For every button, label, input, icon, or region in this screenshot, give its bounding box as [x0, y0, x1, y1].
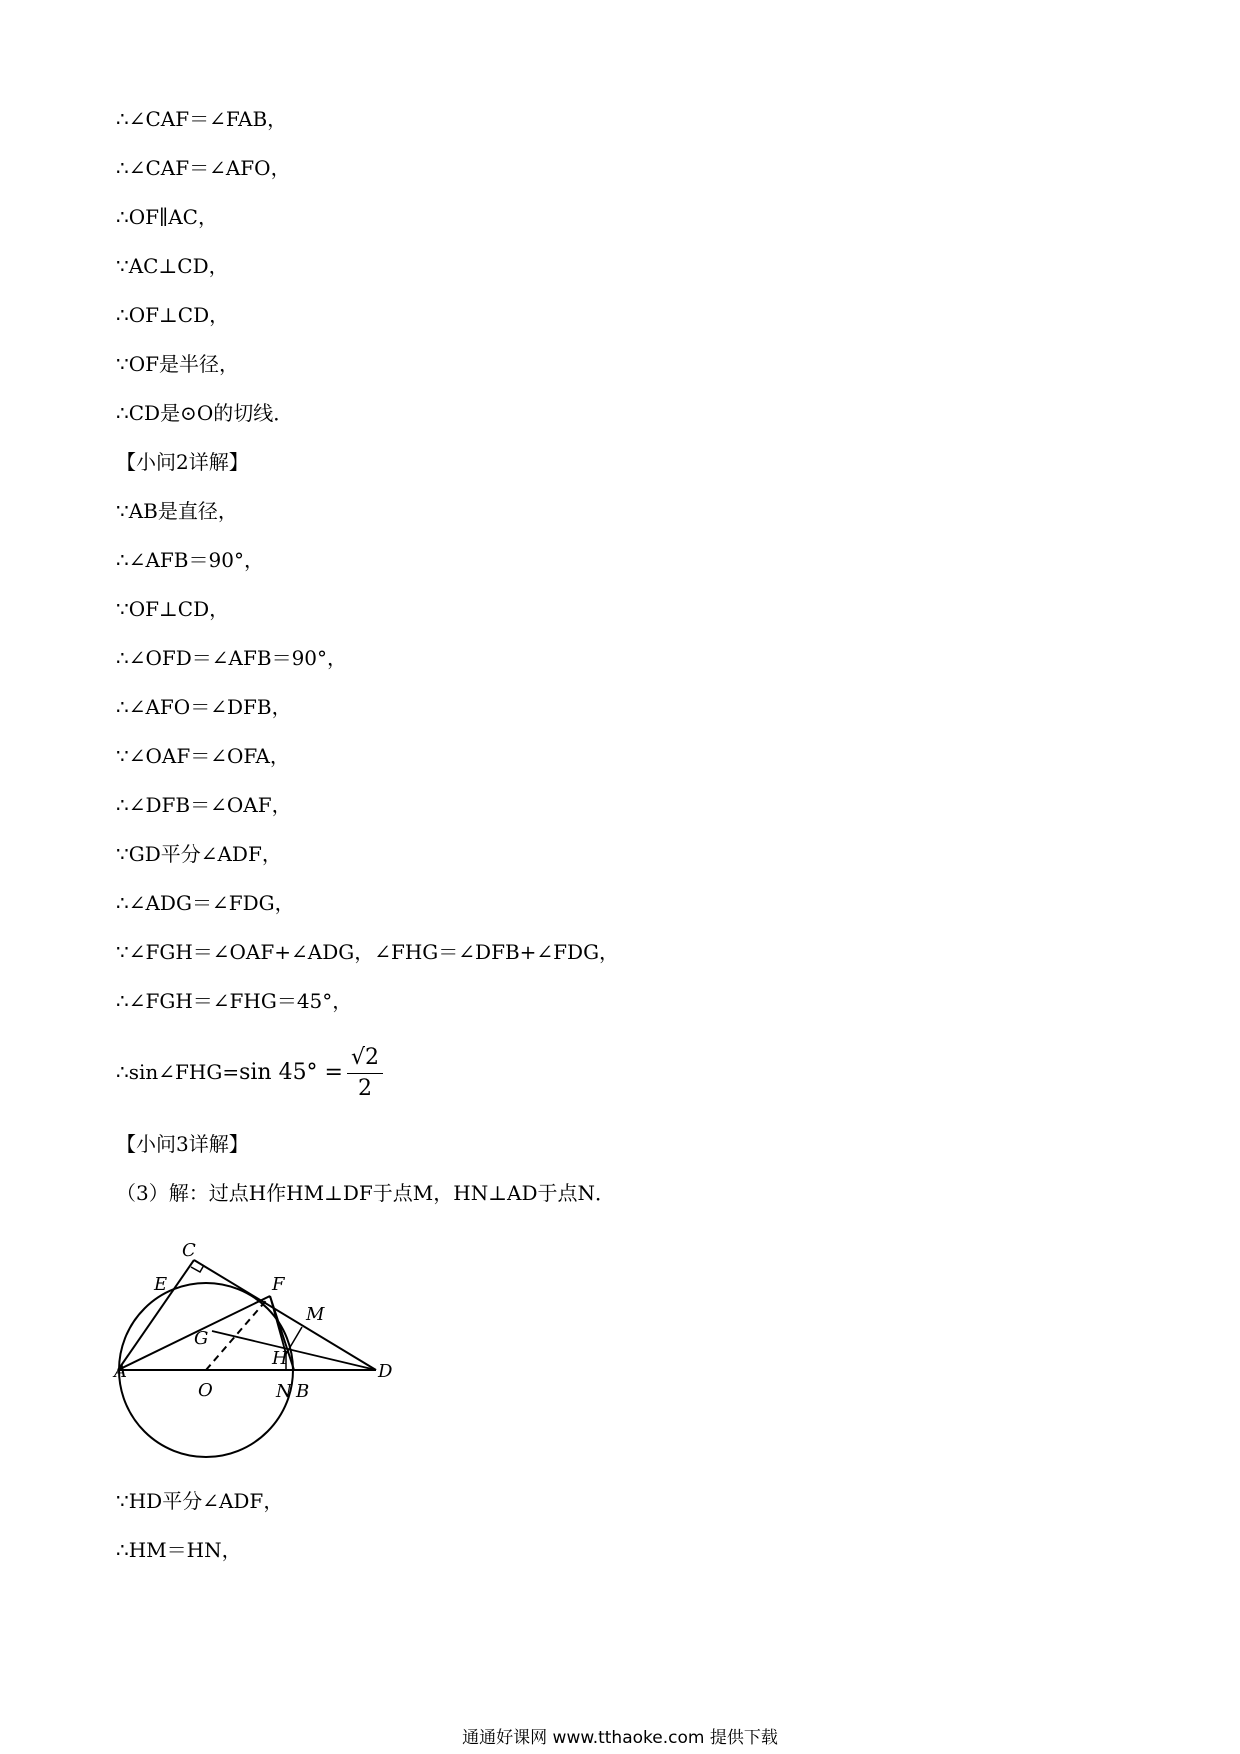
label-o: O: [198, 1380, 213, 1401]
proof-line-16: ∵GD平分∠ADF，: [116, 842, 282, 866]
label-m: M: [306, 1304, 325, 1325]
proof-line-19: ∴∠FGH＝∠FHG＝45°，: [116, 989, 353, 1013]
section-heading-2: 【小问2详解】: [116, 450, 249, 474]
proof-line-6: ∵OF是半径，: [116, 352, 239, 376]
proof-line-1: ∴∠CAF＝∠FAB，: [116, 107, 288, 131]
label-b: B: [296, 1381, 310, 1402]
proof-line-hm: ∴HM＝HN，: [116, 1538, 242, 1562]
page-footer: 通通好课网 www.tthaoke.com 提供下载: [462, 1728, 778, 1748]
fraction-denominator: 2: [358, 1076, 372, 1101]
label-d: D: [378, 1361, 393, 1382]
proof-line-17: ∴∠ADG＝∠FDG，: [116, 891, 295, 915]
proof-line-13: ∴∠AFO＝∠DFB，: [116, 695, 292, 719]
proof-line-4: ∵AC⊥CD，: [116, 254, 229, 278]
right-angle-mark: [191, 1265, 204, 1272]
solution-intro-line: （3）解：过点H作HM⊥DF于点M，HN⊥AD于点N．: [116, 1181, 616, 1205]
proof-line-12: ∴∠OFD＝∠AFB＝90°，: [116, 646, 348, 670]
proof-line-10: ∴∠AFB＝90°，: [116, 548, 264, 572]
proof-line-14: ∵∠OAF＝∠OFA，: [116, 744, 290, 768]
proof-line-18: ∵∠FGH＝∠OAF+∠ADG，∠FHG＝∠DFB+∠FDG，: [116, 940, 620, 964]
fraction-numerator: √2: [347, 1043, 383, 1074]
proof-line-9: ∵AB是直径，: [116, 499, 238, 523]
sin-line: [116, 1040, 383, 1105]
label-h: H: [272, 1348, 288, 1369]
segment-gd: [212, 1331, 376, 1370]
label-e: E: [154, 1274, 168, 1295]
section-heading-3: 【小问3详解】: [116, 1132, 249, 1156]
proof-line-5: ∴OF⊥CD，: [116, 303, 230, 327]
sin-expr: sin 45° =: [239, 1060, 343, 1085]
geometry-figure: [116, 1234, 406, 1464]
sqrt2-over-2-fraction: [347, 1043, 383, 1104]
proof-line-7: ∴CD是⊙O的切线．: [116, 401, 294, 425]
proof-line-hd: ∵HD平分∠ADF，: [116, 1489, 284, 1513]
proof-line-2: ∴∠CAF＝∠AFO，: [116, 156, 291, 180]
label-n: N: [276, 1381, 292, 1402]
label-c: C: [182, 1240, 196, 1261]
proof-line-11: ∵OF⊥CD，: [116, 597, 230, 621]
label-g: G: [194, 1328, 209, 1349]
label-a: A: [114, 1361, 127, 1382]
label-f: F: [272, 1274, 285, 1295]
segment-of-dashed: [206, 1296, 270, 1370]
proof-line-15: ∴∠DFB＝∠OAF，: [116, 793, 292, 817]
sin-prefix: ∴sin∠FHG=: [116, 1060, 240, 1084]
proof-line-3: ∴OF∥AC，: [116, 205, 218, 229]
